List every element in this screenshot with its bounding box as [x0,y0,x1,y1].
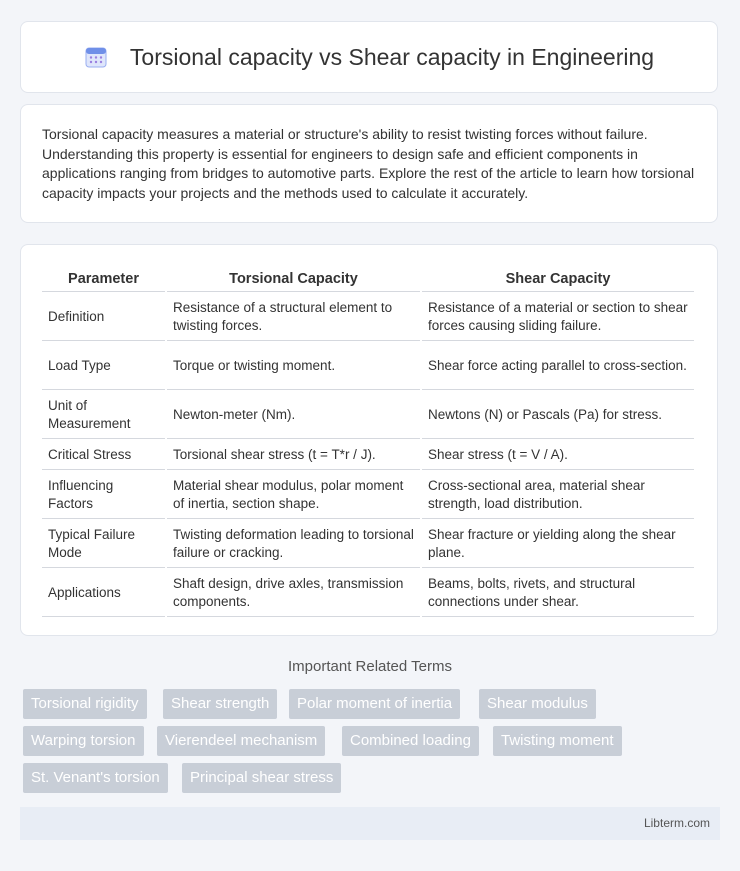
row-shear-value: Newtons (N) or Pascals (Pa) for stress. [422,392,694,439]
header-parameter: Parameter [42,269,165,292]
row-parameter: Applications [42,570,165,617]
footer-site-link[interactable]: Libterm.com [643,816,710,830]
row-shear-value: Cross-sectional area, material shear strength, load distribution. [422,472,694,519]
row-parameter: Unit of Measurement [42,392,165,439]
table-row [42,294,694,341]
tag-torsional-rigidity[interactable]: Torsional rigidity [23,689,147,719]
page-title: Torsional capacity vs Shear capacity in Engineering [129,43,655,70]
comparison-table-card [20,244,718,636]
row-shear-value: Resistance of a material or section to shear forces causing sliding failure. [422,294,694,341]
tag-shear-strength[interactable]: Shear strength [163,689,277,719]
tag-warping-torsion[interactable]: Warping torsion [23,726,144,756]
tag-twisting-moment[interactable]: Twisting moment [493,726,622,756]
calendar-icon [84,45,108,69]
related-terms-title: Important Related Terms [288,658,452,675]
row-parameter: Critical Stress [42,441,165,470]
row-parameter: Influencing Factors [42,472,165,519]
row-torsional-value: Material shear modulus, polar moment of inertia, section shape. [167,472,420,519]
row-torsional-value: Twisting deformation leading to torsional failure or cracking. [167,521,420,568]
tag-vierendeel-mechanism[interactable]: Vierendeel mechanism [157,726,325,756]
intro-text: Torsional capacity measures a material or structure's ability to resist twisting forces without failure. Understanding this property is essential for engineers to design safe and efficient components in applications ranging from bridges to automotive parts. Explore the rest of the article to learn how torsional capacity impacts your projects and the methods used to calculate it accurately. [42,126,695,201]
row-shear-value: Shear fracture or yielding along the shear plane. [422,521,694,568]
footer [20,807,720,840]
title-card [20,21,718,93]
header-torsional-capacity: Torsional Capacity [167,269,420,292]
comparison-table [40,267,696,619]
header-shear-capacity: Shear Capacity [422,269,694,292]
table-row [42,392,694,439]
row-shear-value: Beams, bolts, rivets, and structural connections under shear. [422,570,694,617]
tag-shear-modulus[interactable]: Shear modulus [479,689,596,719]
intro-card [20,104,718,223]
table-row [42,472,694,519]
table-row [42,441,694,470]
table-row [42,343,694,390]
row-torsional-value: Shaft design, drive axles, transmission components. [167,570,420,617]
table-header-row [42,269,694,292]
tag-polar-moment-of-inertia[interactable]: Polar moment of inertia [289,689,460,719]
row-shear-value: Shear force acting parallel to cross-section. [422,343,694,390]
row-parameter: Definition [42,294,165,341]
tag-combined-loading[interactable]: Combined loading [342,726,479,756]
row-parameter: Typical Failure Mode [42,521,165,568]
table-row [42,521,694,568]
row-parameter: Load Type [42,343,165,390]
tag-st-venants-torsion[interactable]: St. Venant's torsion [23,763,168,793]
row-torsional-value: Torsional shear stress (t = T*r / J). [167,441,420,470]
table-row [42,570,694,617]
row-torsional-value: Resistance of a structural element to twisting forces. [167,294,420,341]
row-torsional-value: Torque or twisting moment. [167,343,420,390]
row-torsional-value: Newton-meter (Nm). [167,392,420,439]
tag-principal-shear-stress[interactable]: Principal shear stress [182,763,341,793]
row-shear-value: Shear stress (t = V / A). [422,441,694,470]
